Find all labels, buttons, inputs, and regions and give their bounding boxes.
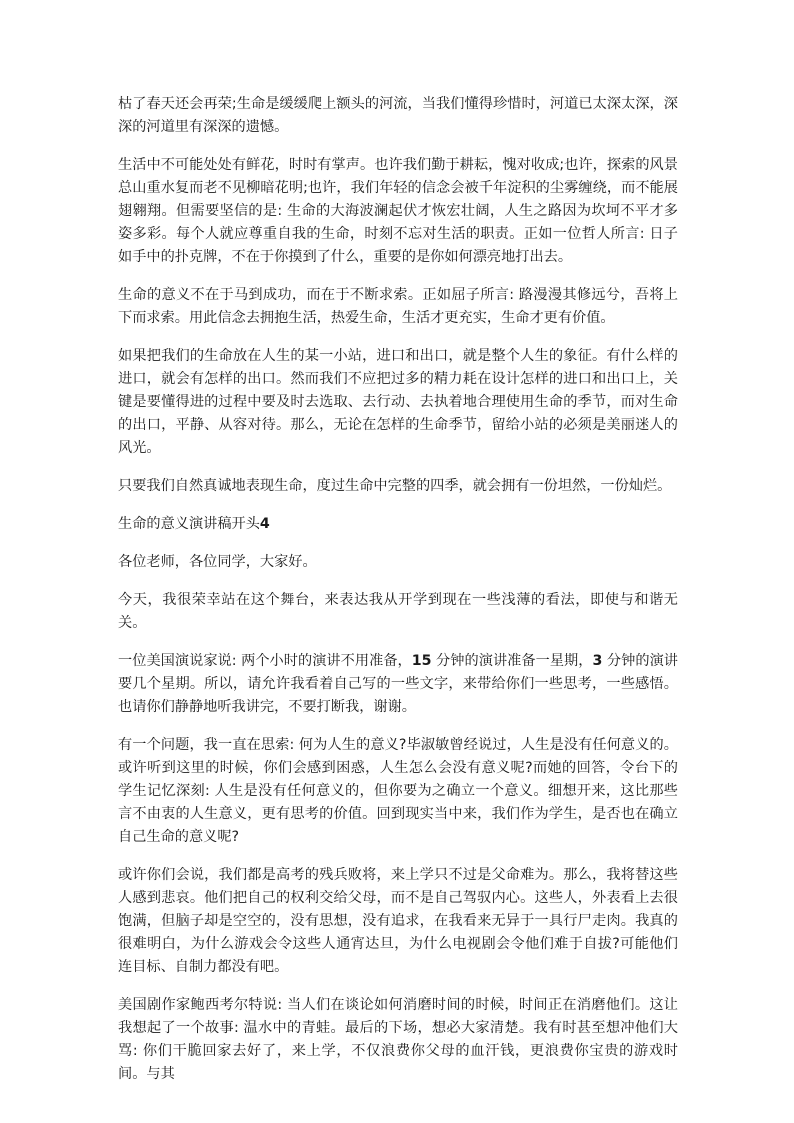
section-heading	[118, 513, 678, 536]
paragraph-6: 有一个问题，我一直在思索: 何为人生的意义?毕淑敏曾经说过，人生是没有任何意义的。或许听到这里的时候，你们会感到困惑，人生怎么会没有意义呢?而她的回答，令台下的学生记忆深刻: 人生是没有任何意义的，但你要为之确立一个意义。细想开来，这比那些言不由衷的人生意义，更有思考的价值。回到现实当中来，我们作为学生，是否也在确立自己生命的意义呢?	[118, 737, 678, 845]
document-page	[118, 93, 678, 1101]
quote-number-1: 15	[411, 653, 432, 669]
paragraph-3: 生命的意义不在于马到成功，而在于不断求索。正如屈子所言: 路漫漫其修远兮，吾将上下而求索。用此信念去拥抱生活，热爱生命，生活才更充实，生命才更有价值。	[118, 287, 678, 326]
paragraph-8: 美国剧作家鲍西考尔特说: 当人们在谈论如何消磨时间的时候，时间正在消磨他们。这让我想起了一个故事: 温水中的青蛙。最后的下场，想必大家清楚。我有时甚至想冲他们大骂: 你们干脆回家去好了，来上学，不仅浪费你父母的血汗钱，更浪费你宝贵的游戏时间。与其	[118, 997, 678, 1082]
quote-paragraph	[118, 650, 678, 719]
paragraph-5: 只要我们自然真诚地表现生命，度过生命中完整的四季，就会拥有一份坦然，一份灿烂。	[118, 478, 672, 494]
quote-part-1: 一位美国演说家说: 两个小时的演讲不用准备，	[118, 653, 412, 669]
paragraph-1: 枯了春天还会再荣;生命是缓缓爬上额头的河流，当我们懂得珍惜时，河道已太深太深，深深的河道里有深深的遗憾。	[118, 96, 678, 135]
quote-part-2: 分钟的演讲准备一星期，	[431, 653, 593, 669]
quote-part-3: 分钟的演讲要几个星期。所以，请允许我看着自己写的一些文字，来带给你们一些思考，一些感悟。也请你们静静地听我讲完，不要打断我，谢谢。	[118, 653, 678, 715]
section-heading-number: 4	[259, 516, 270, 532]
paragraph-4: 如果把我们的生命放在人生的某一小站，进口和出口，就是整个人生的象征。有什么样的进口，就会有怎样的出口。然而我们不应把过多的精力耗在设计怎样的进口和出口上，关键是要懂得进的过程中要及时去选取、去行动、去执着地合理使用生命的季节，而对生命的出口，平静、从容对待。那么，无论在怎样的生命季节，留给小站的必须是美丽迷人的风光。	[118, 348, 678, 456]
paragraph-2: 生活中不可能处处有鲜花，时时有掌声。也许我们勤于耕耘，愧对收成;也许，探索的风景总山重水复而老不见柳暗花明;也许，我们年轻的信念会被千年淀积的尘雾缠绕，而不能展翅翱翔。但需要坚信的是: 生命的大海波澜起伏才恢宏壮阔，人生之路因为坎坷不平才多姿多彩。每个人就应尊重自我的生命，时刻不忘对生活的职责。正如一位哲人所言: 日子如手中的扑克牌，不在于你摸到了什么，重要的是你如何漂亮地打出去。	[118, 157, 678, 265]
section-heading-text: 生命的意义演讲稿开头	[118, 516, 260, 532]
greeting: 各位老师，各位同学，大家好。	[118, 554, 317, 570]
quote-number-2: 3	[592, 653, 603, 669]
intro-paragraph: 今天，我很荣幸站在这个舞台，来表达我从开学到现在一些浅薄的看法，即使与和谐无关。	[118, 592, 678, 631]
paragraph-7: 或许你们会说，我们都是高考的残兵败将，来上学只不过是父命难为。那么，我将替这些人感到悲哀。他们把自己的权利交给父母，而不是自己驾驭内心。这些人，外表看上去很饱满，但脑子却是空空的，没有思想，没有追求，在我看来无异于一具行尸走肉。我真的很难明白，为什么游戏会令这些人通宵达旦，为什么电视剧会令他们难于自拔?可能他们连目标、自制力都没有吧。	[118, 867, 678, 975]
